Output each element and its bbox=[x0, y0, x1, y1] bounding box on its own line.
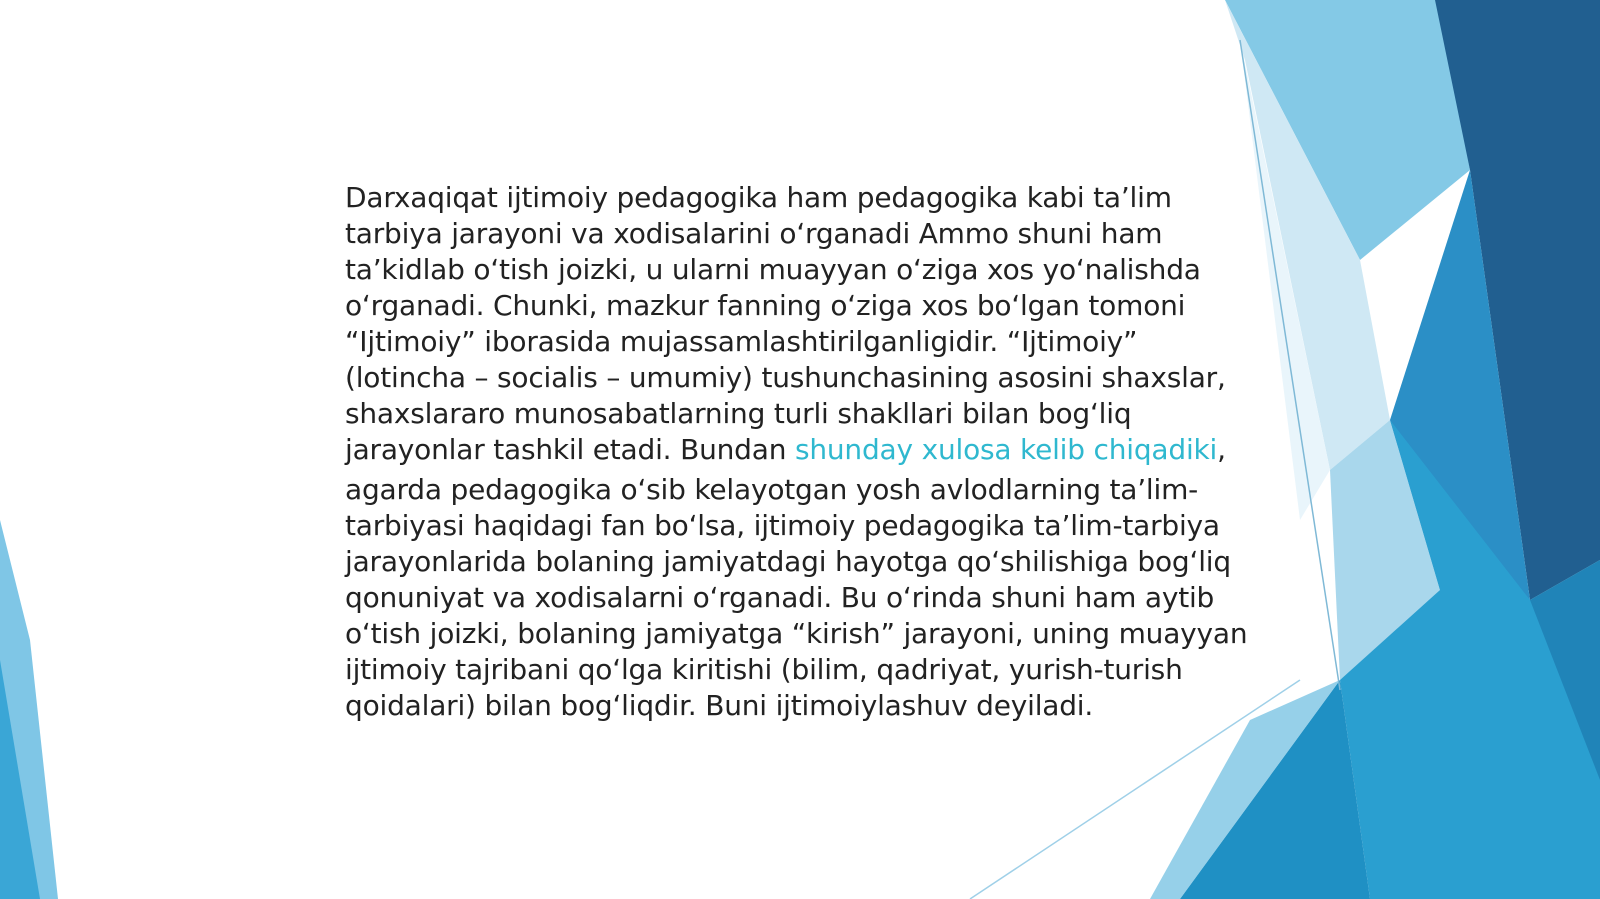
slide-body-text bbox=[345, 180, 1275, 724]
text-line: agarda pedagogika oʻsib kelayotgan yosh avlodlarning ta’lim- bbox=[345, 473, 1199, 506]
text-line: qonuniyat va xodisalarni oʻrganadi. Bu oʻrinda shuni ham aytib bbox=[345, 581, 1215, 614]
text-line: Darxaqiqat ijtimoiy pedagogika ham pedagogika kabi ta’lim bbox=[345, 181, 1172, 214]
text-line: (lotincha – socialis – umumiy) tushunchasining asosini shaxslar, bbox=[345, 361, 1226, 394]
text-line-with-link bbox=[345, 432, 1275, 468]
text-line: oʻrganadi. Chunki, mazkur fanning oʻziga xos boʻlgan tomoni bbox=[345, 289, 1186, 322]
text-fragment: , bbox=[1217, 433, 1226, 466]
text-line: ijtimoiy tajribani qoʻlga kiritishi (bilim, qadriyat, yurish-turish bbox=[345, 653, 1183, 686]
text-line: “Ijtimoiy” iborasida mujassamlashtirilganligidir. “Ijtimoiy” bbox=[345, 325, 1138, 358]
text-line: tarbiyasi haqidagi fan boʻlsa, ijtimoiy pedagogika ta’lim-tarbiya bbox=[345, 509, 1220, 542]
text-fragment: jarayonlar tashkil etadi. Bundan bbox=[345, 433, 795, 466]
text-line: ta’kidlab oʻtish joizki, u ularni muayyan oʻziga xos yoʻnalishda bbox=[345, 253, 1201, 286]
text-line: tarbiya jarayoni va xodisalarini oʻrganadi Ammo shuni ham bbox=[345, 217, 1163, 250]
text-line: oʻtish joizki, bolaning jamiyatga “kirish” jarayoni, uning muayyan bbox=[345, 617, 1248, 650]
text-line: jarayonlarida bolaning jamiyatdagi hayotga qoʻshilishiga bogʻliq bbox=[345, 545, 1231, 578]
hyperlink[interactable]: shunday xulosa kelib chiqadiki bbox=[794, 433, 1218, 466]
text-line: shaxslararo munosabatlarning turli shakllari bilan bogʻliq bbox=[345, 397, 1132, 430]
text-line: qoidalari) bilan bogʻliqdir. Buni ijtimoiylashuv deyiladi. bbox=[345, 689, 1094, 722]
